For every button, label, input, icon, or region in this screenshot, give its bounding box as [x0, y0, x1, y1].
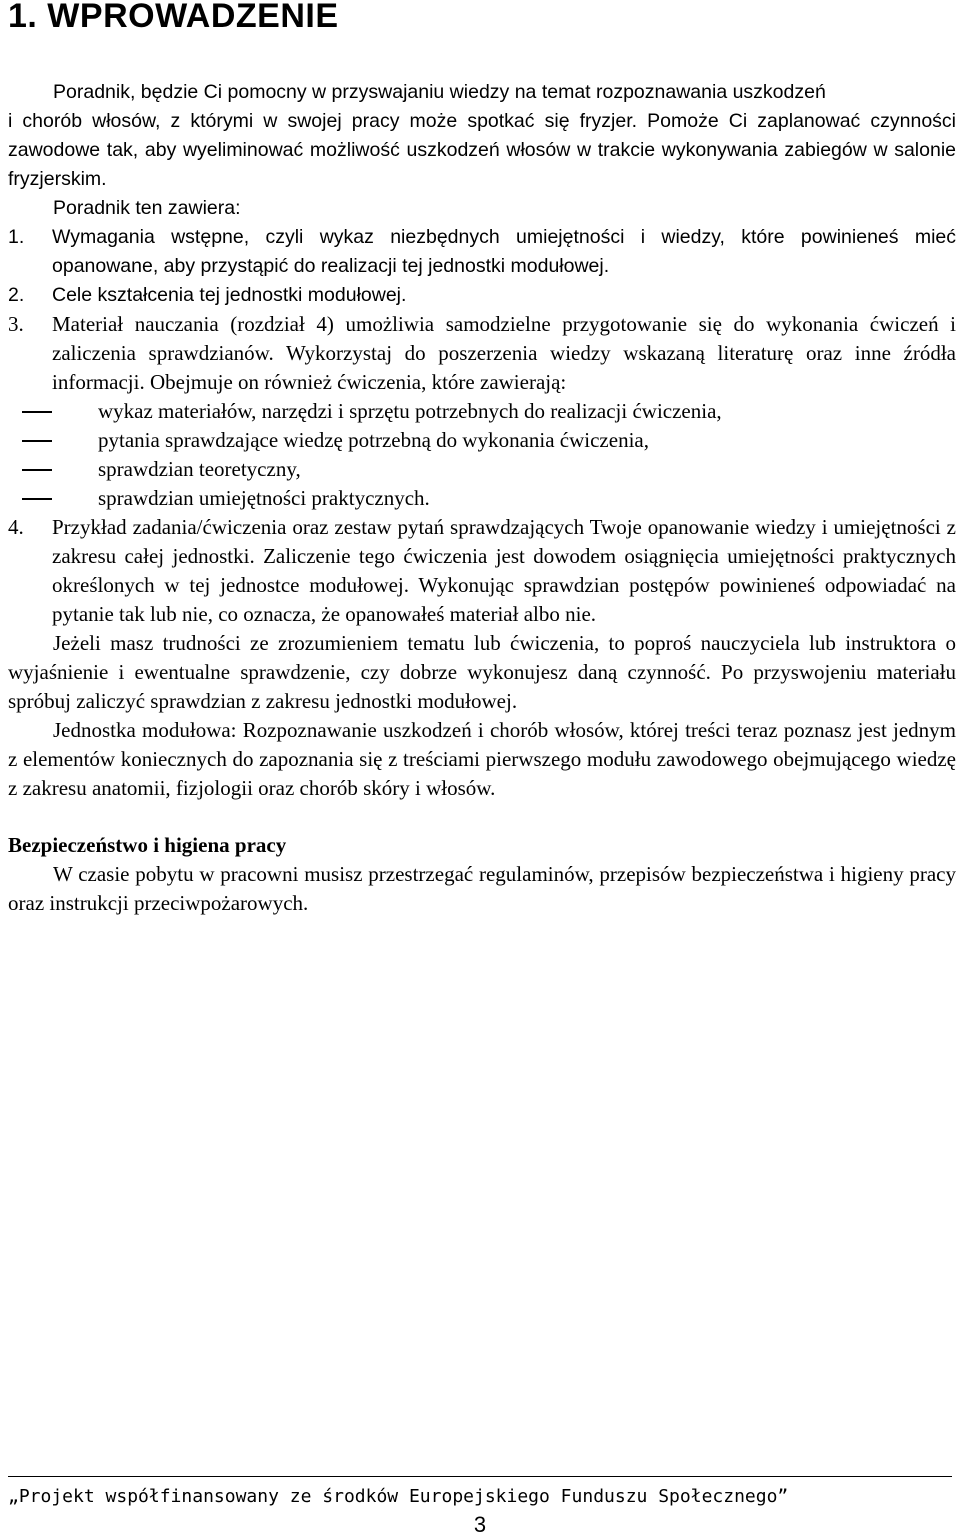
sublist-item-text: sprawdzian teoretyczny,: [98, 457, 301, 481]
difficulty-paragraph: Jeżeli masz trudności ze zrozumieniem tematu lub ćwiczenia, to poproś nauczyciela lub instruktora o wyjaśnienie i ewentualne sprawdzenie, czy dobrze wykonujesz daną czynność. Po przyswojeniu materiału spróbuj zaliczyć sprawdzian z zakresu jednostki modułowej.: [8, 631, 956, 713]
safety-paragraph: W czasie pobytu w pracowni musisz przestrzegać regulaminów, przepisów bezpieczeństwa i higieny pracy oraz instrukcji przeciwpożarowych.: [8, 862, 956, 915]
intro-paragraph: i chorób włosów, z którymi w swojej pracy może spotkać się fryzjer. Pomoże Ci zaplanować czynności zawodowe tak, aby wyeliminować możliwość uszkodzeń włosów w trakcie wykonywania zabiegów w salonie fryzjerskim.: [8, 110, 956, 190]
sublist-item-text: sprawdzian umiejętności praktycznych.: [98, 486, 430, 510]
document-body: [8, 78, 956, 918]
sublist-item-text: pytania sprawdzające wiedzę potrzebną do wykonania ćwiczenia,: [98, 428, 649, 452]
list-item-number: 1.: [8, 226, 25, 248]
list-item-text: Cele kształcenia tej jednostki modułowej.: [52, 284, 407, 306]
sublist-item: [8, 484, 956, 513]
footer-note: „Projekt współfinansowany ze środków Europejskiego Funduszu Społecznego”: [8, 1486, 789, 1507]
list-item: [8, 513, 956, 629]
intro-line-1: Poradnik, będzie Ci pomocny w przyswajaniu wiedzy na temat rozpoznawania uszkodzeń: [53, 81, 826, 103]
list-item: [8, 310, 956, 397]
sublist-item: [8, 397, 956, 426]
dash-bullet-icon: [22, 455, 98, 484]
list-item-number: 4.: [8, 515, 24, 539]
dash-bullet-icon: [22, 484, 98, 513]
sublist-item: [8, 426, 956, 455]
list-item-text: Materiał nauczania (rozdział 4) umożliwia samodzielne przygotowanie się do wykonania ćwiczeń i zaliczenia sprawdzianów. Wykorzystaj do poszerzenia wiedzy wskazaną literaturę oraz inne źródła informacji. Obejmuje on również ćwiczenia, które zawierają:: [52, 312, 956, 394]
list-item-text: Przykład zadania/ćwiczenia oraz zestaw pytań sprawdzających Twoje opanowanie wiedzy i umiejętności z zakresu całej jednostki. Zaliczenie tego ćwiczenia jest dowodem osiągnięcia umiejętności praktycznych określonych w tej jednostce modułowej. Wykonując sprawdzian postępów powinieneś odpowiadać na pytanie tak lub nie, co oznacza, że opanowałeś materiał albo nie.: [52, 515, 956, 626]
dash-bullet-icon: [22, 397, 98, 426]
list-item-text: Wymagania wstępne, czyli wykaz niezbędnych umiejętności i wiedzy, które powinieneś mieć opanowane, aby przystąpić do realizacji tej jednostki modułowej.: [52, 226, 956, 277]
list-item-number: 2.: [8, 284, 25, 306]
list-item: [8, 223, 956, 281]
list-item: [8, 281, 956, 310]
unit-paragraph: Jednostka modułowa: Rozpoznawanie uszkodzeń i chorób włosów, której treści teraz poznasz jest jednym z elementów koniecznych do zapoznania się z treściami pierwszego modułu zawodowego obejmującego wiedzę z zakresu anatomii, fizjologii oraz chorób skóry i włosów.: [8, 718, 956, 800]
safety-heading: Bezpieczeństwo i higiena pracy: [8, 833, 287, 857]
section-heading: 1. WPROWADZENIE: [8, 0, 339, 35]
sublist-item-text: wykaz materiałów, narzędzi i sprzętu potrzebnych do realizacji ćwiczenia,: [98, 399, 722, 423]
contains-label: Poradnik ten zawiera:: [53, 197, 241, 219]
footer-divider: [8, 1476, 952, 1477]
list-item-number: 3.: [8, 312, 24, 336]
dash-bullet-icon: [22, 426, 98, 455]
sublist-item: [8, 455, 956, 484]
page-number: 3: [473, 1512, 487, 1537]
